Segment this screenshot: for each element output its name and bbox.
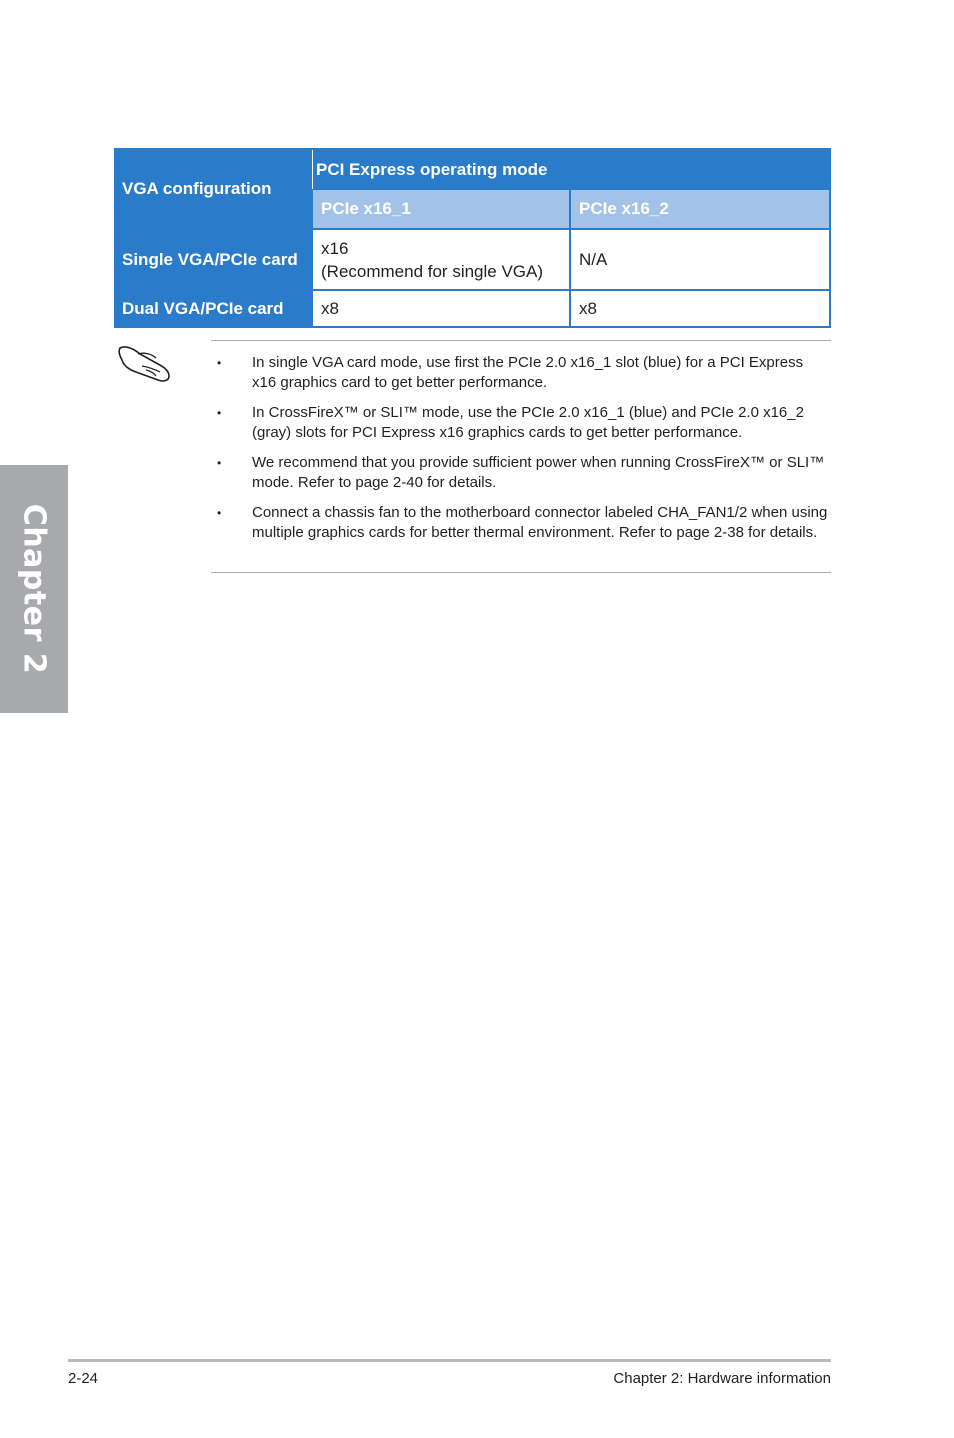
cell-single-pcie-x16-1 <box>313 230 569 289</box>
vga-configuration-table <box>114 148 831 328</box>
row-label-dual-vga: Dual VGA/PCIe card <box>122 298 284 318</box>
cell-single-pcie-x16-1-line2: (Recommend for single VGA) <box>321 261 544 281</box>
header-pci-express-operating-mode: PCI Express operating mode <box>312 150 831 189</box>
bullet: • <box>217 506 222 520</box>
note-box <box>211 340 831 573</box>
note-item <box>211 353 831 393</box>
note-hand-icon <box>116 340 172 384</box>
footer-divider <box>68 1359 831 1362</box>
header-vga-configuration: VGA configuration <box>122 179 272 198</box>
note-text: Connect a chassis fan to the motherboard connector labeled CHA_FAN1/2 when using multiple graphics cards for better thermal environment. Refer to page 2-38 for details. <box>252 504 828 541</box>
note-list <box>211 353 831 553</box>
note-text: In CrossFireX™ or SLI™ mode, use the PCIe 2.0 x16_1 (blue) and PCIe 2.0 x16_2 (gray) slots for PCI Express x16 graphics cards to get better performance. <box>252 404 804 441</box>
note-item <box>211 453 831 493</box>
note-text: In single VGA card mode, use first the PCIe 2.0 x16_1 slot (blue) for a PCI Express x16 graphics card to get better performance. <box>252 354 804 391</box>
bullet: • <box>217 456 222 470</box>
chapter-tab <box>0 465 68 713</box>
header-pcie-x16-1: PCIe x16_1 <box>313 190 569 228</box>
note-item <box>211 403 831 443</box>
header-pcie-x16-2: PCIe x16_2 <box>571 190 829 228</box>
bullet: • <box>217 406 222 420</box>
cell-single-pcie-x16-1-line1: x16 <box>321 238 349 258</box>
note-text: We recommend that you provide sufficient power when running CrossFireX™ or SLI™ mode. Refer to page 2-40 for details. <box>252 454 825 491</box>
page-number: 2-24 <box>68 1370 99 1387</box>
cell-single-pcie-x16-2: N/A <box>571 230 829 289</box>
bullet: • <box>217 356 222 370</box>
note-item <box>211 503 831 543</box>
cell-dual-pcie-x16-1: x8 <box>313 291 569 326</box>
footer-chapter-title: Chapter 2: Hardware information <box>613 1370 831 1387</box>
cell-dual-pcie-x16-2: x8 <box>571 291 829 326</box>
row-label-single-vga: Single VGA/PCIe card <box>122 249 298 269</box>
chapter-tab-label: Chapter 2 <box>16 503 52 675</box>
